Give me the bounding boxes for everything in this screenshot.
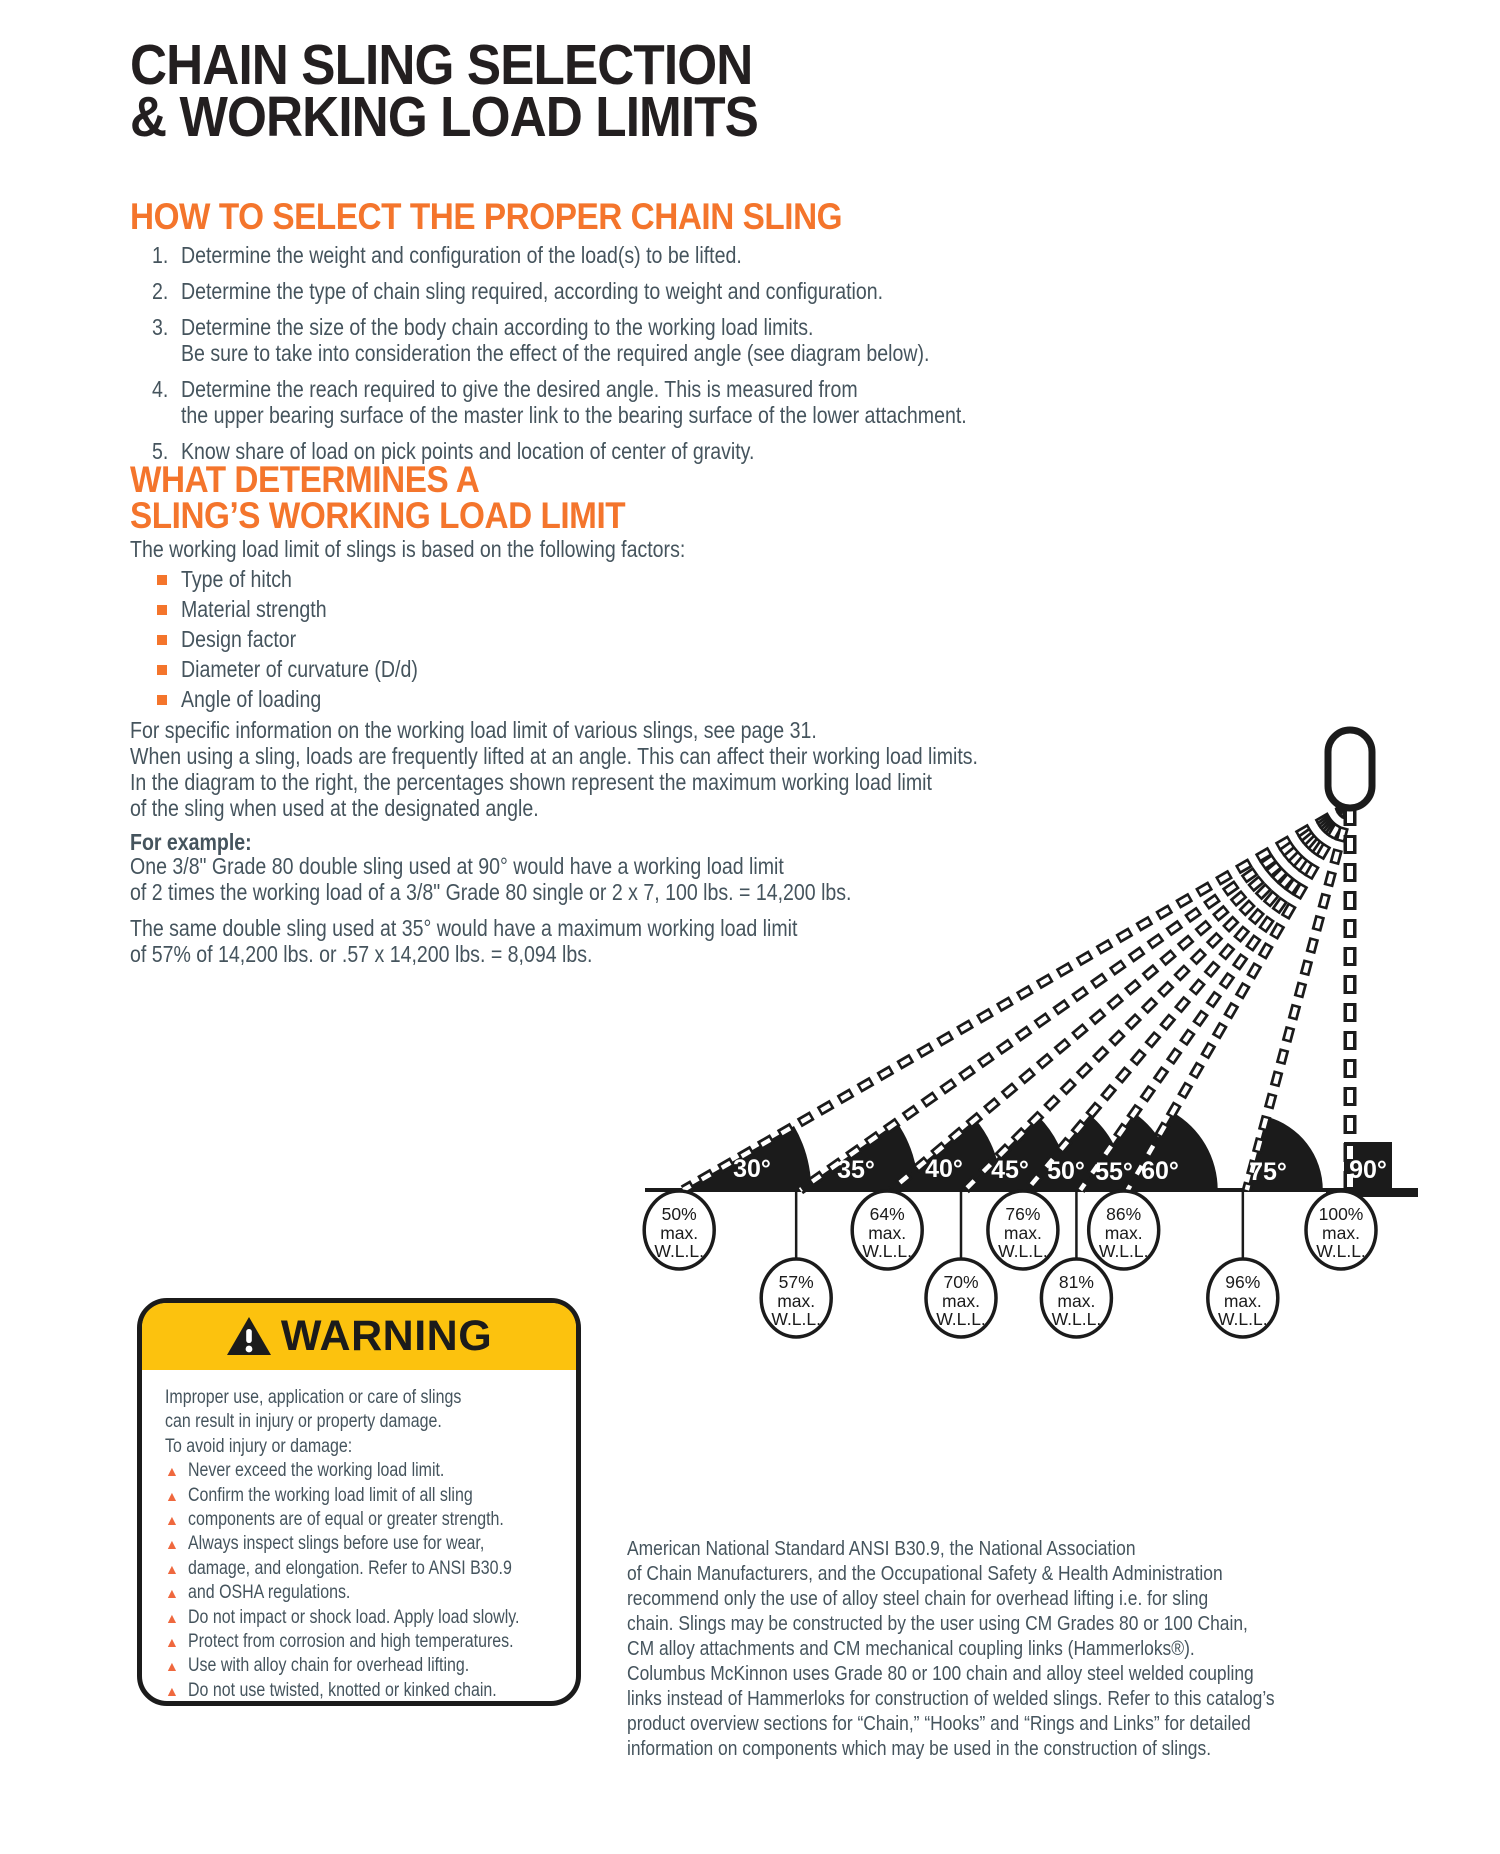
sling-angle-diagram xyxy=(520,600,1440,1360)
ansi-paragraph-line-text: American National Standard ANSI B30.9, the National Association xyxy=(627,1537,1136,1560)
bullet-square-icon xyxy=(157,635,167,645)
warning-title: WARNING xyxy=(280,1312,493,1360)
list-item-line-text: Determine the size of the body chain according to the working load limits. xyxy=(181,314,814,340)
list-item-line-text: Determine the reach required to give the desired angle. This is measured from xyxy=(181,376,858,402)
warning-text-line xyxy=(188,1631,576,1653)
bullet-square-icon xyxy=(157,665,167,675)
wll-percent-label: 50% xyxy=(661,1204,697,1224)
list-item-line-text: Be sure to take into consideration the effect of the required angle (see diagram below). xyxy=(181,340,930,366)
ansi-paragraph-line xyxy=(627,1738,1314,1761)
wll-percent-label: 81% xyxy=(1058,1272,1094,1292)
warning-text-line xyxy=(188,1607,583,1629)
wll-max-label: max. xyxy=(1003,1223,1042,1243)
list-item-line xyxy=(181,377,977,402)
angle-label-75: 75° xyxy=(1249,1158,1287,1186)
warning-text-line xyxy=(188,1582,381,1604)
wll-max-label: max. xyxy=(1223,1291,1262,1311)
factor-item xyxy=(181,567,311,592)
warning-bullet-triangle-icon: ▲ xyxy=(165,1585,179,1602)
wll-percent-label: 76% xyxy=(1005,1204,1041,1224)
ansi-paragraph-line xyxy=(627,1588,1311,1611)
wll-circle-40 xyxy=(852,1191,922,1269)
wll-wll-label: W.L.L. xyxy=(1098,1241,1149,1261)
list-number xyxy=(152,279,171,304)
warning-text: Protect from corrosion and high temperatures. xyxy=(188,1631,514,1652)
list-item-line xyxy=(181,315,925,340)
ansi-paragraph-line xyxy=(627,1663,1364,1686)
list-number xyxy=(152,243,171,268)
wll-circle-90 xyxy=(1306,1191,1376,1269)
warning-text: Always inspect slings before use for wear, xyxy=(188,1533,485,1555)
wll-wll-label: W.L.L. xyxy=(1217,1309,1268,1329)
angle-label-40: 40° xyxy=(925,1155,963,1183)
wll-circle-30 xyxy=(644,1191,714,1269)
warning-text-line xyxy=(188,1533,541,1555)
warning-body xyxy=(142,1370,576,1701)
warning-text: and OSHA regulations. xyxy=(188,1582,351,1604)
ansi-paragraph-line-text: Columbus McKinnon uses Grade 80 or 100 chain and alloy steel welded coupling xyxy=(627,1662,1254,1685)
list-number xyxy=(152,315,171,340)
warning-text-line xyxy=(188,1509,564,1531)
list-item-line xyxy=(181,243,841,268)
wll-max-label: max. xyxy=(1322,1223,1360,1243)
list-item-line-text: the upper bearing surface of the master link to the bearing surface of the lower attachment. xyxy=(181,402,967,428)
list-item-line xyxy=(181,439,856,464)
warning-bullet-triangle-icon: ▲ xyxy=(165,1609,179,1626)
list-number xyxy=(152,377,171,402)
wll-wll-label: W.L.L. xyxy=(936,1309,986,1329)
wll-intro-text: The working load limit of slings is based on the following factors: xyxy=(130,536,686,562)
angle-label-90: 90° xyxy=(1349,1156,1387,1184)
warning-text-line xyxy=(188,1558,574,1580)
wll-max-label: max. xyxy=(777,1291,816,1311)
chain-60-deg xyxy=(1128,805,1350,1190)
wll-max-label: max. xyxy=(660,1223,699,1243)
angle-label-55: 55° xyxy=(1095,1158,1133,1186)
warning-bullet-triangle-icon: ▲ xyxy=(165,1682,179,1699)
warning-text: Confirm the working load limit of all sling xyxy=(188,1484,473,1506)
warning-bullet-triangle-icon: ▲ xyxy=(165,1634,179,1650)
list-item-line-text: Determine the type of chain sling required, according to weight and configuration. xyxy=(181,278,884,304)
wll-circle-45 xyxy=(926,1259,996,1337)
heading-what-determines-line1-text: WHAT DETERMINES A xyxy=(130,459,480,500)
wll-circle-75 xyxy=(1208,1259,1278,1337)
warning-header xyxy=(142,1303,576,1370)
wll-percent-label: 64% xyxy=(869,1204,905,1224)
example2-line-text: The same double sling used at 35° would have a maximum working load limit xyxy=(130,915,798,941)
list-item-line xyxy=(181,403,1105,428)
warning-text: Never exceed the working load limit. xyxy=(188,1460,445,1482)
factor-item-text: Diameter of curvature (D/d) xyxy=(181,656,418,682)
angle-label-45: 45° xyxy=(991,1156,1029,1184)
angle-label-60: 60° xyxy=(1141,1157,1179,1185)
warning-text-line xyxy=(188,1680,556,1702)
list-number-text: 5. xyxy=(152,438,169,464)
warning-bullet-triangle-icon: ▲ xyxy=(165,1487,179,1504)
example-label xyxy=(130,830,273,855)
heading-how-to-select-text: HOW TO SELECT THE PROPER CHAIN SLING xyxy=(130,196,843,237)
wll-max-label: max. xyxy=(868,1223,907,1243)
angle-label-30: 30° xyxy=(733,1155,771,1183)
factor-item xyxy=(181,687,346,712)
list-item-line-text: Know share of load on pick points and location of center of gravity. xyxy=(181,438,755,464)
wll-circle-55 xyxy=(1041,1259,1111,1337)
example-label-text: For example: xyxy=(130,829,252,855)
wll-wll-label: W.L.L. xyxy=(998,1241,1048,1261)
warning-text-line xyxy=(165,1387,518,1409)
list-number-text: 1. xyxy=(152,242,169,268)
wll-intro xyxy=(130,537,783,562)
warning-text-line xyxy=(188,1485,527,1507)
warning-triangle-icon xyxy=(226,1316,272,1357)
warning-text: Do not use twisted, knotted or kinked chain. xyxy=(188,1679,497,1701)
factor-item xyxy=(181,597,352,622)
warning-bullet-triangle-icon: ▲ xyxy=(165,1560,179,1577)
heading-what-determines-line1 xyxy=(130,461,518,498)
ansi-paragraph-line-text: product overview sections for “Chain,” “Hooks” and “Rings and Links” for detailed xyxy=(627,1712,1251,1735)
factor-item-text: Design factor xyxy=(181,626,297,652)
wll-percent-label: 86% xyxy=(1106,1204,1142,1224)
master-link-icon xyxy=(1328,730,1372,808)
page-title-line1-text: CHAIN SLING SELECTION xyxy=(130,33,753,97)
wll-wll-label: W.L.L. xyxy=(1051,1309,1102,1329)
factor-item xyxy=(181,657,460,682)
heading-what-determines-line2-text: SLING’S WORKING LOAD LIMIT xyxy=(130,495,626,536)
wll-wll-label: W.L.L. xyxy=(654,1241,705,1261)
ansi-paragraph-line-text: CM alloy attachments and CM mechanical coupling links (Hammerloks®). xyxy=(627,1637,1195,1660)
warning-bullet-triangle-icon: ▲ xyxy=(165,1536,179,1553)
ansi-paragraph-line-text: recommend only the use of alloy steel chain for overhead lifting i.e. for sling xyxy=(627,1587,1209,1610)
factor-item-text: Type of hitch xyxy=(181,566,292,592)
warning-text-line xyxy=(165,1436,388,1458)
factor-item-text: Material strength xyxy=(181,596,327,622)
wll-circle-60 xyxy=(1089,1191,1159,1269)
ansi-paragraph-line xyxy=(627,1538,1225,1561)
wll-wll-label: W.L.L. xyxy=(862,1241,913,1261)
paragraph-line-text: For specific information on the working load limit of various slings, see page 31. xyxy=(130,717,817,743)
wll-circle-50 xyxy=(988,1191,1058,1269)
page-title-line2 xyxy=(130,85,828,149)
list-item-line-text: Determine the weight and configuration of the load(s) to be lifted. xyxy=(181,242,742,268)
warning-text: components are of equal or greater strength. xyxy=(188,1509,504,1530)
ansi-paragraph-line-text: chain. Slings may be constructed by the user using CM Grades 80 or 100 Chain, xyxy=(627,1612,1248,1635)
ansi-paragraph-line-text: of Chain Manufacturers, and the Occupational Safety & Health Administration xyxy=(627,1562,1223,1585)
heading-how-to-select xyxy=(130,198,921,235)
wll-percent-label: 100% xyxy=(1318,1204,1364,1224)
bullet-square-icon xyxy=(157,575,167,585)
factor-item xyxy=(181,627,317,652)
ansi-paragraph-line xyxy=(627,1638,1295,1661)
bullet-square-icon xyxy=(157,605,167,615)
list-number-text: 3. xyxy=(152,314,169,340)
wll-wll-label: W.L.L. xyxy=(1316,1241,1366,1261)
wll-wll-label: W.L.L. xyxy=(771,1309,822,1329)
wll-percent-label: 57% xyxy=(778,1272,814,1292)
angle-label-35: 35° xyxy=(837,1156,875,1184)
list-item-line xyxy=(181,341,1062,366)
wll-percent-label: 70% xyxy=(943,1272,979,1292)
ansi-paragraph-line-text: information on components which may be used in the construction of slings. xyxy=(627,1737,1212,1760)
warning-box xyxy=(137,1298,581,1706)
list-item-line xyxy=(181,279,1007,304)
warning-text-line xyxy=(188,1655,523,1677)
paragraph-line-text: When using a sling, loads are frequently lifted at an angle. This can affect their working load limits. xyxy=(130,743,978,769)
ansi-paragraph-line xyxy=(627,1563,1328,1586)
wll-max-label: max. xyxy=(1104,1223,1143,1243)
factor-item-text: Angle of loading xyxy=(181,686,322,712)
warning-bullet-triangle-icon: ▲ xyxy=(165,1658,179,1675)
angle-label-50: 50° xyxy=(1047,1157,1085,1185)
paragraph-line-text: In the diagram to the right, the percentages shown represent the maximum working load limit xyxy=(130,769,932,795)
wll-circle-35 xyxy=(761,1259,831,1337)
warning-text: To avoid injury or damage: xyxy=(165,1435,353,1457)
warning-bullet-triangle-icon: ▲ xyxy=(165,1463,179,1480)
ansi-paragraph-line xyxy=(627,1688,1389,1711)
warning-text-line xyxy=(165,1411,495,1433)
wll-max-label: max. xyxy=(1057,1291,1096,1311)
warning-text: damage, and elongation. Refer to ANSI B30.9 xyxy=(188,1557,512,1579)
warning-text: Do not impact or shock load. Apply load slowly. xyxy=(188,1606,520,1628)
example2-line-text: of 57% of 14,200 lbs. or .57 x 14,200 lbs. = 8,094 lbs. xyxy=(130,941,593,967)
warning-text: Use with alloy chain for overhead lifting. xyxy=(188,1655,470,1677)
heading-what-determines-line2 xyxy=(130,497,680,534)
ansi-paragraph-line xyxy=(627,1713,1361,1736)
warning-text: can result in injury or property damage. xyxy=(165,1411,442,1433)
ansi-paragraph-line xyxy=(627,1613,1357,1636)
warning-text: Improper use, application or care of slings xyxy=(165,1387,462,1408)
page-title-line2-text: & WORKING LOAD LIMITS xyxy=(130,85,758,149)
list-number-text: 2. xyxy=(152,278,169,304)
ansi-paragraph-line-text: links instead of Hammerloks for construction of welded slings. Refer to this catalog’s xyxy=(627,1687,1275,1710)
example1-line-text: of 2 times the working load of a 3/8" Grade 80 single or 2 x 7, 100 lbs. = 14,200 lbs. xyxy=(130,879,852,905)
wll-max-label: max. xyxy=(942,1291,980,1311)
list-number-text: 4. xyxy=(152,376,169,402)
wll-percent-label: 96% xyxy=(1225,1272,1261,1292)
paragraph-line-text: of the sling when used at the designated angle. xyxy=(130,795,539,821)
warning-bullet-triangle-icon: ▲ xyxy=(165,1512,179,1528)
warning-text-line xyxy=(188,1460,493,1482)
example1-line-text: One 3/8" Grade 80 double sling used at 90° would have a working load limit xyxy=(130,853,784,879)
list-number xyxy=(152,439,171,464)
bullet-square-icon xyxy=(157,695,167,705)
